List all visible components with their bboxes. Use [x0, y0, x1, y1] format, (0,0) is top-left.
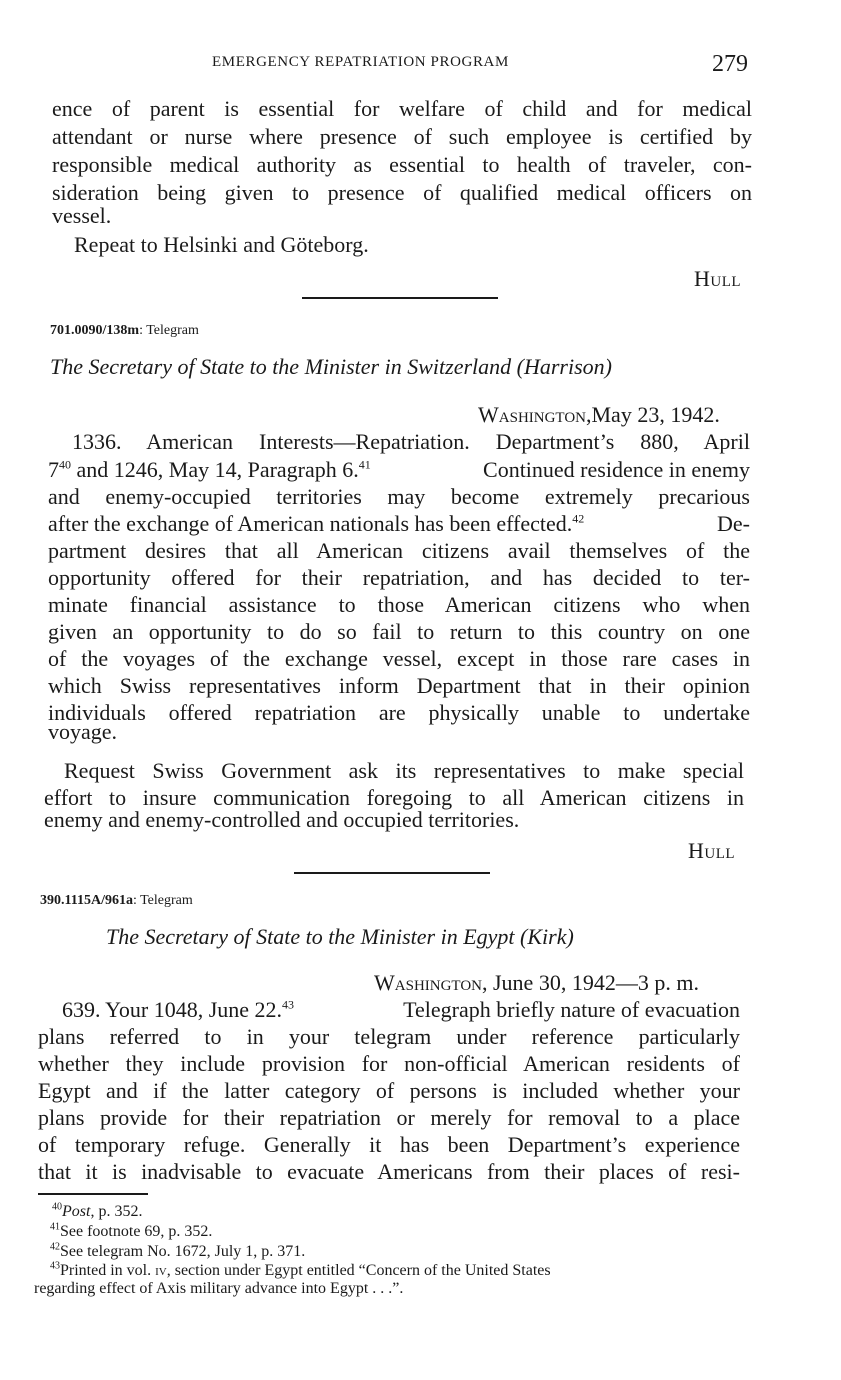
text-fragment: after the exchange of American nationals has been effected. — [48, 511, 573, 536]
text-line: attendant or nurse where presence of such employee is certified by — [52, 124, 752, 149]
dateline — [374, 970, 699, 996]
text-line: ence of parent is essential for welfare of child and for medical — [52, 96, 752, 121]
text-line: plans provide for their repatriation or merely for removal to a place — [38, 1105, 740, 1130]
file-number: 390.1115A/961a — [40, 893, 133, 908]
file-number: 701.0090/138m — [50, 323, 140, 338]
page-number: 279 — [712, 51, 748, 77]
text-line: enemy and enemy-controlled and occupied territories. — [44, 807, 520, 832]
footnote-text: See footnote 69, p. 352. — [60, 1223, 213, 1240]
text-fragment: De- — [717, 511, 750, 536]
document-heading — [50, 354, 612, 380]
dateline-place: Washington, — [478, 402, 592, 427]
text-line — [48, 457, 750, 483]
footnote-text: Printed in vol. — [60, 1262, 156, 1279]
text-line: which Swiss representatives inform Department that in their opinion — [48, 673, 750, 698]
footnote-43 — [50, 1262, 551, 1280]
text-line: responsible medical authority as essential to health of traveler, con- — [52, 152, 752, 177]
heading-name: (Harrison) — [516, 354, 612, 379]
text-line: sideration being given to presence of qualified medical officers on — [52, 180, 752, 205]
text-line: Egypt and if the latter category of persons is included whether your — [38, 1078, 740, 1103]
footnote-41 — [50, 1223, 212, 1241]
text-line: of temporary refuge. Generally it has been Department’s experience — [38, 1132, 740, 1157]
section-divider — [294, 872, 490, 874]
heading-main: The Secretary of State to the Minister in Egypt — [106, 924, 515, 949]
footnote-ref: 43 — [282, 997, 295, 1012]
text-line: voyage. — [48, 719, 118, 744]
dateline-date: May 23, 1942. — [591, 402, 720, 427]
footnote-40 — [52, 1203, 142, 1221]
text-line: plans referred to in your telegram under reference particularly — [38, 1024, 740, 1049]
file-reference — [50, 323, 199, 339]
dateline-date: June 30, 1942—3 p. m. — [493, 970, 699, 995]
text-line: vessel. — [52, 203, 112, 228]
signature: Hull — [688, 838, 736, 863]
running-header: EMERGENCY REPATRIATION PROGRAM — [212, 54, 509, 70]
footnote-number: 43 — [50, 1260, 60, 1272]
text-line: and enemy-occupied territories may become extremely precarious — [48, 484, 750, 509]
text-line: whether they include provision for non-official American residents of — [38, 1051, 740, 1076]
file-reference — [40, 893, 193, 909]
text-line: 1336. American Interests—Repatriation. Department’s 880, April — [72, 429, 750, 454]
text-line: given an opportunity to do so fail to return to this country on one — [48, 619, 750, 644]
footnote-divider — [38, 1193, 148, 1195]
footnote-number: 40 — [52, 1201, 62, 1213]
text-fragment: 7 — [48, 457, 59, 482]
text-line: Request Swiss Government ask its representatives to make special — [64, 758, 744, 783]
footnote-ref: 42 — [572, 511, 585, 526]
heading-main: The Secretary of State to the Minister in Switzerland — [50, 354, 512, 379]
footnote-volume: iv — [155, 1262, 167, 1279]
text-fragment: Continued residence in enemy — [483, 457, 750, 482]
text-line: opportunity offered for their repatriation, and has decided to ter- — [48, 565, 750, 590]
footnote-number: 42 — [50, 1241, 60, 1253]
text-line: individuals offered repatriation are physically unable to undertake — [48, 700, 750, 725]
text-line: minate financial assistance to those American citizens who when — [48, 592, 750, 617]
footnote-ref: 41 — [358, 457, 371, 472]
footnote-43-continued: regarding effect of Axis military advance into Egypt . . .”. — [34, 1280, 404, 1297]
document-heading — [106, 924, 574, 950]
text-line — [62, 997, 740, 1023]
footnote-ref: 40 — [59, 457, 71, 472]
footnote-text: See telegram No. 1672, July 1, p. 371. — [60, 1243, 306, 1260]
heading-name: (Kirk) — [520, 924, 574, 949]
signature: Hull — [694, 266, 742, 291]
text-line: partment desires that all American citizens avail themselves of the — [48, 538, 750, 563]
text-fragment: and 1246, May 14, Paragraph 6. — [71, 457, 359, 482]
footnote-italic: Post — [62, 1203, 91, 1220]
text-fragment: Telegraph briefly nature of evacuation — [403, 997, 740, 1022]
dateline-place: Washington, — [374, 970, 488, 995]
footnote-text: , p. 352. — [90, 1203, 143, 1220]
text-line: that it is inadvisable to evacuate Americans from their places of resi- — [38, 1159, 740, 1184]
file-type: : Telegram — [139, 323, 199, 338]
file-type: : Telegram — [132, 893, 193, 908]
footnote-text: , section under Egypt entitled “Concern of the United States — [166, 1262, 551, 1279]
repeat-instruction: Repeat to Helsinki and Göteborg. — [74, 232, 369, 257]
text-fragment: 639. Your 1048, June 22. — [62, 997, 283, 1022]
text-line: of the voyages of the exchange vessel, except in those rare cases in — [48, 646, 750, 671]
footnote-42 — [50, 1243, 305, 1261]
footnote-number: 41 — [50, 1221, 60, 1233]
text-line: effort to insure communication foregoing to all American citizens in — [44, 785, 744, 810]
text-line — [48, 511, 750, 537]
section-divider — [302, 297, 498, 299]
dateline — [478, 402, 720, 428]
